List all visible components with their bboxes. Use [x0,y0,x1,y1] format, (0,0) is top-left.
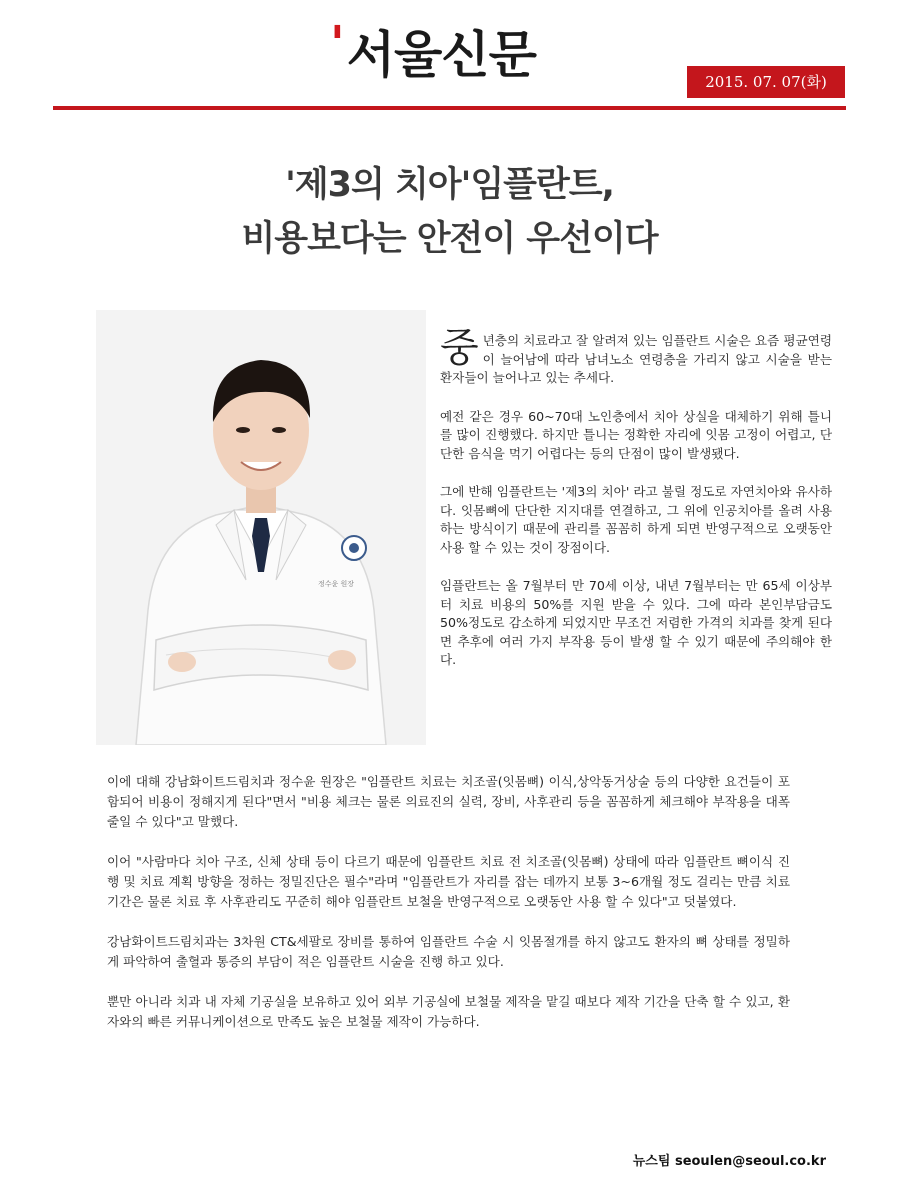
date-badge: 2015. 07. 07(화) [687,66,845,98]
headline-line-1: '제3의 치아'임플란트, [285,165,614,205]
body-paragraph-4: 뿐만 아니라 치과 내 자체 기공실을 보유하고 있어 외부 기공실에 보철물 제작을 맡길 때보다 제작 기간을 단축 할 수 있고, 환자와의 빠른 커뮤니케이션으로 만족도 높은 보철물 제작이 가능하다. [107,994,790,1029]
gown-name-tag: 정수윤 원장 [318,580,355,588]
intro-paragraph-text: 년층의 치료라고 잘 알려져 있는 임플란트 시술은 요즘 평균연령이 늘어남에 따라 남녀노소 연령층을 가리지 않고 시술을 받는 환자들이 늘어나고 있는 추세다. [440,333,832,385]
byline: 뉴스팀 seoulen@seoul.co.kr [632,1154,826,1169]
newspaper-logo [330,16,536,94]
side-paragraph-2: 예전 같은 경우 60~70대 노인층에서 치아 상실을 대체하기 위해 틀니를 많이 진행했다. 하지만 틀니는 정확한 자리에 잇몸 고정이 어렵고, 단단한 음식을 먹기 어렵다는 등의 단점이 많이 발생됐다. [440,408,832,461]
headline [53,158,846,266]
logo-mark: ' [330,16,345,72]
main-body [107,772,790,1052]
side-paragraph-3: 그에 반해 임플란트는 '제3의 치아' 라고 불릴 정도로 자연치아와 유사하다. 잇몸뼈에 단단한 지지대를 연결하고, 그 위에 인공치아를 올려 사용하는 방식이기 때문에 관리를 꼼꼼히 하게 되면 반영구적으로 오랫동안 사용 할 수 있는 것이 장점이다. [440,484,832,555]
doctor-portrait-illustration [96,310,426,745]
dropcap: 중 [440,325,479,371]
logo-name: 서울신문 [346,26,536,84]
header-divider [53,106,846,110]
intro-paragraph [440,325,832,388]
body-paragraph-1: 이에 대해 강남화이트드림치과 정수윤 원장은 "임플란트 치료는 치조골(잇몸뼈) 이식,상악동거상술 등의 다양한 요건들이 포함되어 비용이 정해지게 된다"면서 "비용 체크는 물론 의료진의 실력, 장비, 사후관리 등을 꼼꼼하게 체크해야 부작용을 대폭 줄일 수 있다"고 말했다. [107,774,790,829]
body-paragraph-2: 이어 "사람마다 치아 구조, 신체 상태 등이 다르기 때문에 임플란트 치료 전 치조골(잇몸뼈) 상태에 따라 임플란트 뼈이식 진행 및 치료 계획 방향을 정하는 정밀진단은 필수"라며 "임플란트가 자리를 잡는 데까지 보통 3~6개월 정도 걸리는 만큼 치료 기간은 물론 치료 후 사후관리도 꾸준히 해야 임플란트 보철을 반영구적으로 오랫동안 사용 할 수 있다"고 덧붙였다. [107,854,790,909]
side-column [440,325,832,690]
body-paragraph-3: 강남화이트드림치과는 3차원 CT&세팔로 장비를 통하여 임플란트 수술 시 잇몸절개를 하지 않고도 환자의 뼈 상태를 정밀하게 파악하여 출혈과 통증의 부담이 적은 임플란트 시술을 진행 하고 있다. [107,934,790,969]
doctor-photo [96,310,426,745]
headline-line-2: 비용보다는 안전이 우선이다 [241,219,658,259]
side-paragraph-4: 임플란트는 올 7월부터 만 70세 이상, 내년 7월부터는 만 65세 이상부터 치료 비용의 50%를 지원 받을 수 있다. 그에 따라 본인부담금도 50%정도로 감소하게 되었지만 무조건 저렴한 가격의 치과를 찾게 된다면 추후에 여러 가지 부작용 등이 발생 할 수 있기 때문에 주의해야 한다. [440,578,832,667]
